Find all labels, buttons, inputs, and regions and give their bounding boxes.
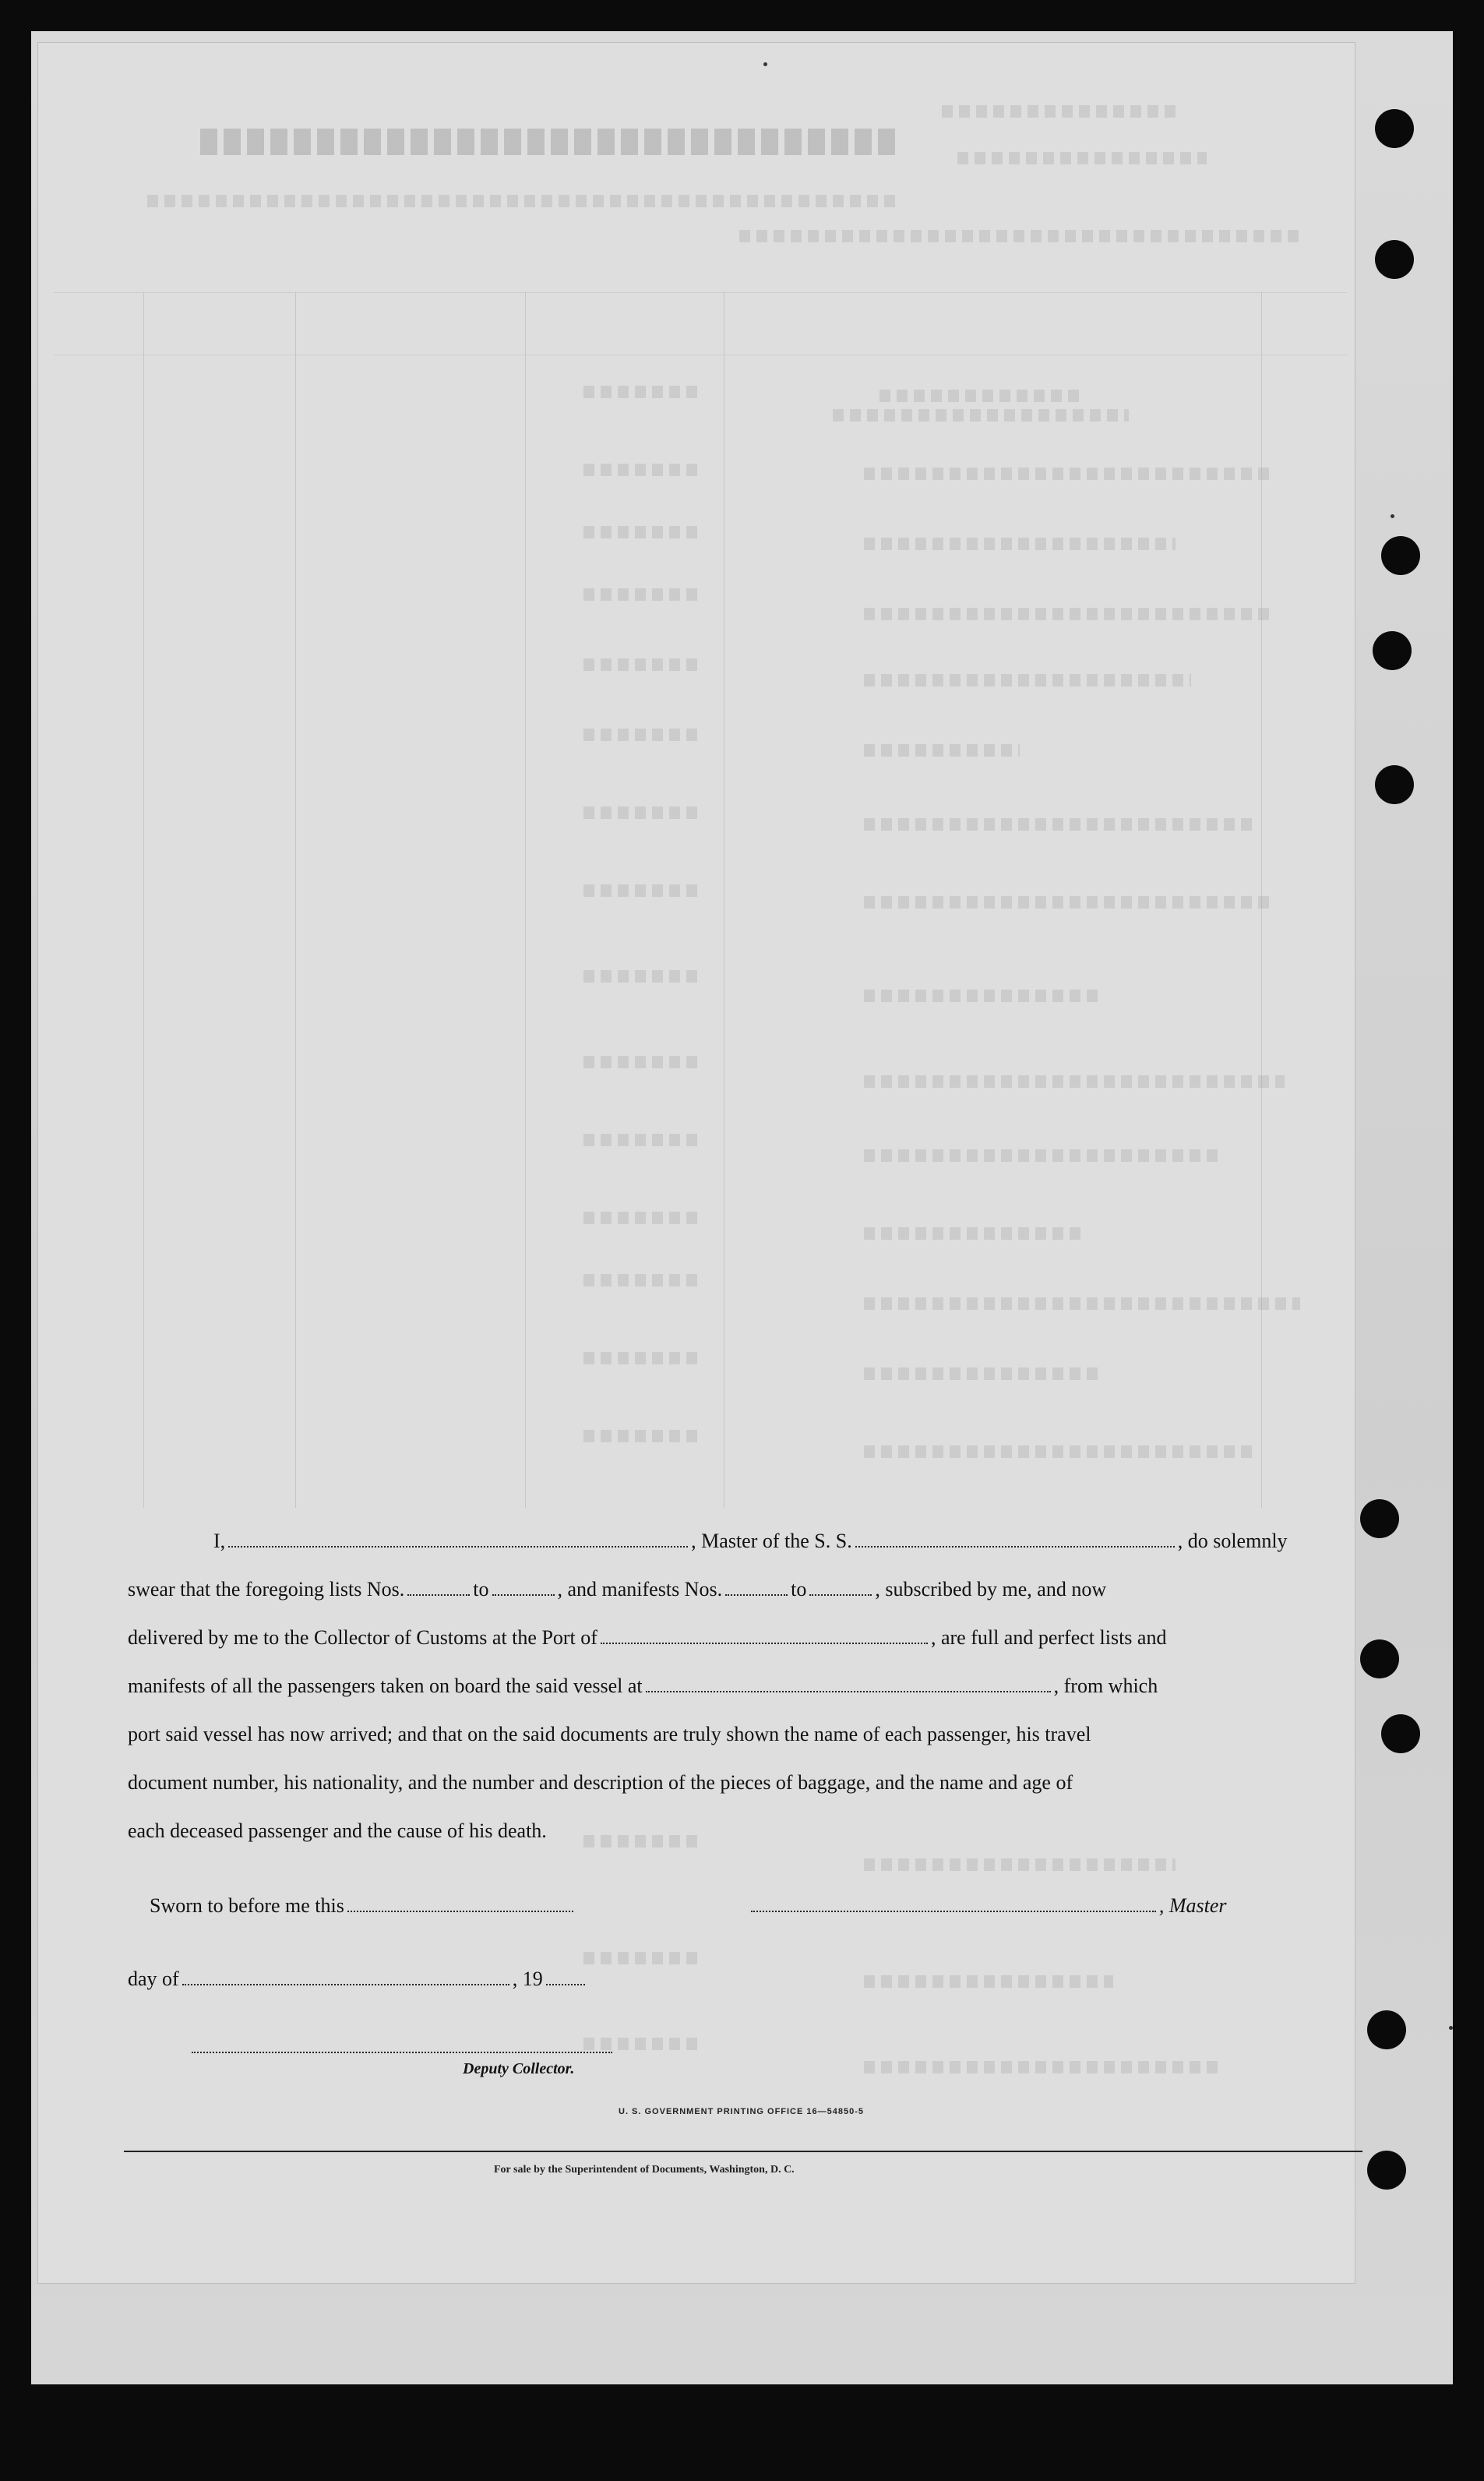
oath-text: to [473, 1578, 489, 1600]
dust-speck [763, 62, 767, 66]
sworn-line [128, 1896, 1359, 1916]
oath-text: , subscribed by me, and now [875, 1578, 1107, 1600]
day-of-text: day of [128, 1968, 179, 1990]
oath-text: , do solemnly [1177, 1530, 1288, 1552]
master-oath-block [128, 43, 1359, 2283]
oath-text: , from which [1053, 1675, 1158, 1697]
sworn-date-blank[interactable] [347, 1897, 573, 1912]
sworn-text: Sworn to before me this [150, 1894, 344, 1917]
master-signature-blank[interactable] [751, 1897, 1156, 1912]
day-of-line [128, 1969, 1359, 1989]
punch-hole [1360, 1499, 1399, 1538]
punch-hole [1381, 536, 1420, 575]
year-text: , 19 [512, 1968, 543, 1990]
oath-line-5: port said vessel has now arrived; and that on the said documents are truly shown the name of each passenger, his travel [128, 1723, 1091, 1745]
oath-text: , Master of the S. S. [691, 1530, 852, 1552]
deputy-signature-blank[interactable] [192, 2038, 612, 2053]
master-name-blank[interactable] [228, 1532, 688, 1548]
footer-sale-notice: For sale by the Superintendent of Documents, Washington, D. C. [494, 2164, 795, 2176]
dust-speck [1449, 2026, 1453, 2030]
punch-hole [1381, 1714, 1420, 1753]
footer-rule [124, 2151, 1362, 2152]
punch-hole [1367, 2151, 1406, 2190]
manifest-form-sheet [37, 42, 1355, 2284]
oath-line-6: document number, his nationality, and the number and description of the pieces of baggage, and the name and age of [128, 1771, 1073, 1794]
oath-text: , are full and perfect lists and [930, 1626, 1167, 1649]
lists-from-blank[interactable] [407, 1580, 470, 1596]
embarkation-port-blank[interactable] [646, 1677, 1051, 1692]
scanned-page [31, 31, 1453, 2384]
oath-line-7: each deceased passenger and the cause of his death. [128, 1819, 547, 1842]
gpo-imprint: U. S. GOVERNMENT PRINTING OFFICE 16—54850-5 [619, 2107, 865, 2116]
vessel-name-blank[interactable] [855, 1532, 1175, 1548]
manifests-to-blank[interactable] [809, 1580, 872, 1596]
punch-hole [1375, 240, 1414, 279]
year-blank[interactable] [546, 1970, 585, 1985]
oath-line-4 [128, 1676, 1359, 1696]
oath-text: swear that the foregoing lists Nos. [128, 1578, 405, 1600]
master-label: , Master [1158, 1894, 1227, 1917]
deputy-label-row [128, 2061, 1359, 2077]
punch-hole [1375, 765, 1414, 804]
oath-text: , and manifests Nos. [557, 1578, 723, 1600]
manifests-from-blank[interactable] [725, 1580, 788, 1596]
deputy-line [128, 2038, 1359, 2053]
port-of-blank[interactable] [601, 1629, 928, 1644]
oath-text: to [791, 1578, 807, 1600]
deputy-collector-label: Deputy Collector. [463, 2060, 575, 2077]
imprint-row [128, 2108, 1359, 2116]
oath-text: manifests of all the passengers taken on board the said vessel at [128, 1675, 643, 1697]
day-of-blank[interactable] [182, 1970, 509, 1985]
oath-line-3 [128, 1628, 1359, 1648]
punch-hole [1367, 2010, 1406, 2049]
oath-text: I, [213, 1530, 226, 1552]
oath-line-1 [128, 1531, 1359, 1551]
punch-hole [1360, 1639, 1399, 1678]
punch-hole [1373, 631, 1412, 670]
oath-text: delivered by me to the Collector of Customs at the Port of [128, 1626, 597, 1649]
punch-hole [1375, 109, 1414, 148]
dust-speck [1391, 514, 1394, 518]
lists-to-blank[interactable] [492, 1580, 555, 1596]
oath-line-2 [128, 1579, 1359, 1600]
